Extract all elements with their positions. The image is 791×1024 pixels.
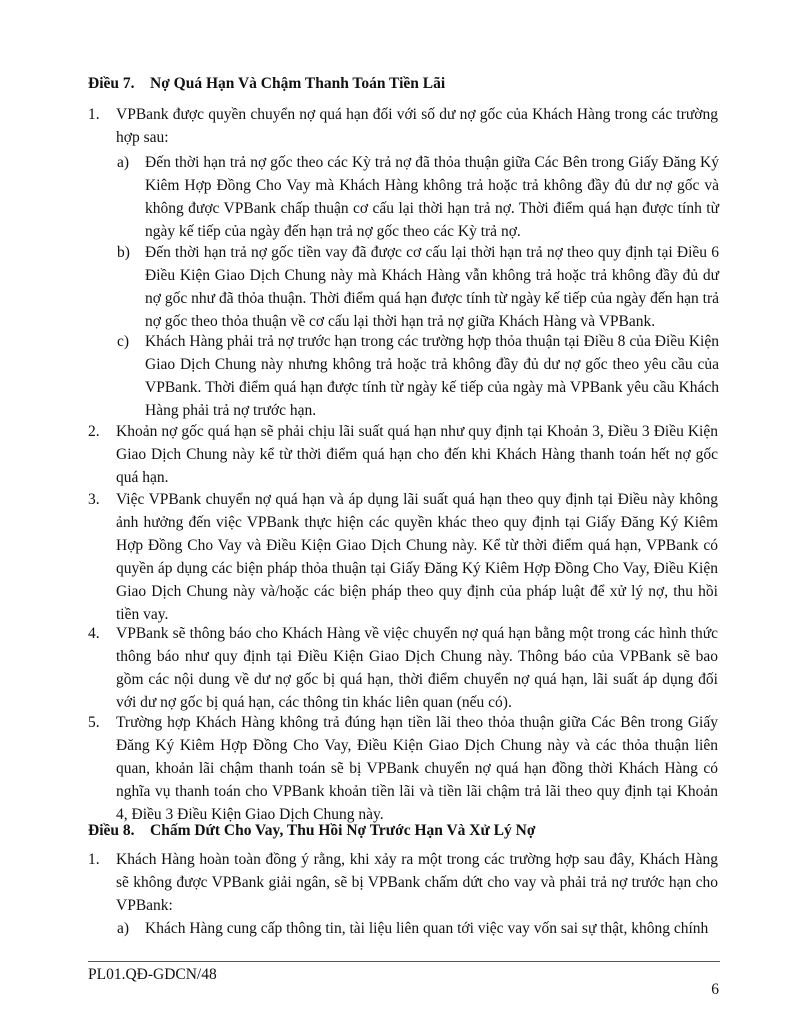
item-text: VPBank sẽ thông báo cho Khách Hàng về việc chuyển nợ quá hạn bằng một trong các hình thức thông báo như quy định tại Điều Kiện Giao Dịch Chung này. Thông báo của VPBank sẽ bao gồm các nội dung về dư nợ gốc bị quá hạn, thời điểm chuyển nợ quá hạn, lãi suất áp dụng đối với dư nợ gốc bị quá hạn, các thông tin khác liên quan (nếu có). — [116, 625, 718, 711]
article-7-item-3 — [88, 488, 718, 626]
item-marker: 1. — [88, 851, 100, 868]
item-marker: 2. — [88, 423, 100, 440]
article-7-title: Nợ Quá Hạn Và Chậm Thanh Toán Tiền Lãi — [150, 75, 446, 92]
article-7-item-1-sub-a — [117, 151, 719, 243]
article-7-item-1-sub-c — [117, 330, 719, 422]
item-marker: 3. — [88, 491, 100, 508]
item-text: Trường hợp Khách Hàng không trả đúng hạn tiền lãi theo thỏa thuận giữa Các Bên trong Giấy Đăng Ký Kiêm Hợp Đồng Cho Vay, Điều Kiện Giao Dịch Chung này và các thỏa thuận liên quan, khoản lãi chậm thanh toán sẽ bị VPBank chuyển nợ quá hạn đồng thời Khách Hàng có nghĩa vụ thanh toán cho VPBank khoản tiền lãi và tiền lãi chậm trả lãi theo quy định tại Khoản 4, Điều 3 Điều Kiện Giao Dịch Chung này. — [116, 714, 718, 823]
article-7-number: Điều 7. — [88, 75, 135, 92]
footer-document-code: PL01.QĐ-GDCN/48 — [88, 966, 217, 983]
subitem-text: Khách Hàng cung cấp thông tin, tài liệu liên quan tới việc vay vốn sai sự thật, không chính — [145, 920, 709, 937]
subitem-text: Đến thời hạn trả nợ gốc theo các Kỳ trả nợ đã thỏa thuận giữa Các Bên trong Giấy Đăng Ký Kiêm Hợp Đồng Cho Vay mà Khách Hàng không trả hoặc trả không đầy đủ dư nợ gốc và không được VPBank chấp thuận cơ cấu lại thời hạn trả nợ. Thời điểm quá hạn được tính từ ngày kế tiếp của ngày đến hạn trả nợ gốc theo các Kỳ trả nợ. — [145, 154, 719, 240]
article-8-item-1 — [88, 848, 718, 917]
subitem-marker: c) — [117, 333, 130, 350]
article-7-item-2 — [88, 420, 718, 489]
article-7-item-4 — [88, 622, 718, 714]
subitem-marker: a) — [117, 920, 130, 937]
item-marker: 1. — [88, 106, 100, 123]
footer-divider — [88, 961, 720, 962]
item-marker: 5. — [88, 714, 100, 731]
subitem-text: Khách Hàng phải trả nợ trước hạn trong các trường hợp thỏa thuận tại Điều 8 của Điều Kiện Giao Dịch Chung này nhưng không trả hoặc trả không đầy đủ dư nợ gốc theo yêu cầu của VPBank. Thời điểm quá hạn được tính từ ngày kế tiếp của ngày mà VPBank yêu cầu Khách Hàng phải trả nợ trước hạn. — [145, 333, 719, 419]
article-7-item-1 — [88, 103, 718, 149]
item-text: Khoản nợ gốc quá hạn sẽ phải chịu lãi suất quá hạn như quy định tại Khoản 3, Điều 3 Điều Kiện Giao Dịch Chung này kể từ thời điểm quá hạn cho đến khi Khách Hàng thanh toán hết nợ gốc quá hạn. — [116, 423, 718, 486]
article-8-heading — [88, 821, 535, 841]
article-8-item-1-sub-a — [117, 917, 719, 940]
item-marker: 4. — [88, 625, 100, 642]
subitem-text: Đến thời hạn trả nợ gốc tiền vay đã được cơ cấu lại thời hạn trả nợ theo quy định tại Điều 6 Điều Kiện Giao Dịch Chung này mà Khách Hàng vẫn không trả hoặc trả không đầy đủ dư nợ gốc như đã thỏa thuận. Thời điểm quá hạn được tính từ ngày kế tiếp của ngày đến hạn trả nợ gốc theo thỏa thuận về cơ cấu lại thời hạn trả nợ giữa Khách Hàng và VPBank. — [145, 244, 719, 330]
item-text: Khách Hàng hoàn toàn đồng ý rằng, khi xảy ra một trong các trường hợp sau đây, Khách Hàng sẽ không được VPBank giải ngân, sẽ bị VPBank chấm dứt cho vay và phải trả nợ trước hạn cho VPBank: — [116, 851, 718, 914]
subitem-marker: a) — [117, 154, 130, 171]
item-text: VPBank được quyền chuyển nợ quá hạn đối với số dư nợ gốc của Khách Hàng trong các trường hợp sau: — [116, 106, 718, 146]
article-7-heading — [88, 74, 445, 94]
article-7-item-5 — [88, 711, 718, 826]
article-7-item-1-sub-b — [117, 241, 719, 333]
page-number: 6 — [711, 981, 719, 998]
article-8-title: Chấm Dứt Cho Vay, Thu Hồi Nợ Trước Hạn Và Xử Lý Nợ — [150, 822, 536, 839]
item-text: Việc VPBank chuyển nợ quá hạn và áp dụng lãi suất quá hạn theo quy định tại Điều này không ảnh hưởng đến việc VPBank thực hiện các quyền khác theo quy định tại Giấy Đăng Ký Kiêm Hợp Đồng Cho Vay và Điều Kiện Giao Dịch Chung này. Kể từ thời điểm quá hạn, VPBank có quyền áp dụng các biện pháp thỏa thuận tại Giấy Đăng Ký Kiêm Hợp Đồng Cho Vay, Điều Kiện Giao Dịch Chung này và/hoặc các biện pháp theo quy định của pháp luật để xử lý nợ, thu hồi tiền vay. — [116, 491, 718, 623]
article-8-number: Điều 8. — [88, 822, 135, 839]
subitem-marker: b) — [117, 244, 130, 261]
